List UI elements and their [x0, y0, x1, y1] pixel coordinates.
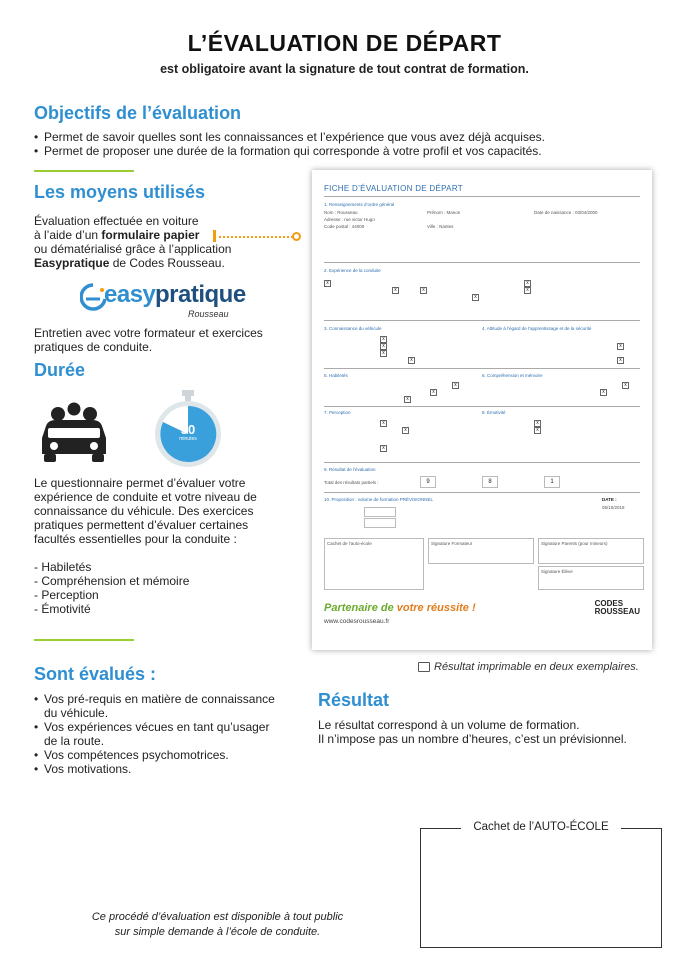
entretien-text: Entretien avec votre formateur et exercices pratiques de conduite.: [34, 326, 263, 354]
evaluation-form-preview: FICHE D’ÉVALUATION DE DÉPART 1. Renseignements d’ordre général Nom : Rousseau Prénom : Manon Date de naissance : 03/04/2000 Adresse : rue victor Hugo Code postal : 44000 Ville : Nantes 2. Expérience de la conduite x x x x x x 3. Connaissance du véhicule 4. Attitude à l’égard de l’apprentissage et de la sécurité x x x x x x 5. Habiletés 6. Compréhension et mémoire x x x x x 7. Perception 8. Émotivité x x x x x 9. Résultat de l’évaluation Total des résultats partiels : 9 8 1 10. Proposition : volume de formation PRÉVISIONNEL DATE : 05/10/2018 Cachet de l’auto-école Signature Formateur Signature Parents (pour mineurs) Signature Élève Partenaire de votre réussite ! www.codesrousseau.fr CODES ROUSSEAU: [312, 170, 652, 650]
easypratique-logo-mark-icon: [80, 283, 106, 313]
evalues-item: • Vos compétences psychomotrices.: [34, 748, 284, 762]
stamp-label: Cachet de l’AUTO-ÉCOLE: [461, 821, 621, 833]
form-title: FICHE D’ÉVALUATION DE DÉPART: [324, 184, 463, 193]
page-subtitle: est obligatoire avant la signature de tout contrat de formation.: [160, 62, 529, 76]
duree-list: [34, 560, 264, 616]
easypratique-logo: easy pratique Rousseau: [80, 281, 240, 321]
connector-tick: [213, 230, 216, 242]
evalues-item: • Vos expériences vécues en tant qu’usager de la route.: [34, 720, 284, 748]
form-url: www.codesrousseau.fr: [324, 618, 390, 625]
auto-ecole-stamp-box: [420, 821, 662, 948]
stopwatch-icon: 50 minutes: [150, 388, 226, 468]
duree-list-item: - Compréhension et mémoire: [34, 574, 190, 588]
objectifs-item: • Permet de proposer une durée de la formation qui corresponde à votre profil et vos capacités.: [34, 144, 654, 158]
evalues-item: • Vos pré-requis en matière de connaissance du véhicule.: [34, 692, 284, 720]
evalues-heading: Sont évalués :: [34, 664, 157, 684]
form-signature-box: Signature Formateur: [428, 538, 534, 564]
footnote: Ce procédé d’évaluation est disponible à tout public sur simple demande à l’école de conduite.: [91, 911, 344, 938]
form-signature-box: Signature Élève: [538, 566, 644, 590]
duree-list-item: - Émotivité: [34, 602, 91, 616]
resultat-text: Le résultat correspond à un volume de formation. Il n’impose pas un nombre d’heures, c’est un prévisionnel.: [318, 718, 627, 746]
section-divider: [34, 170, 134, 172]
objectifs-item: • Permet de savoir quelles sont les connaissances et l’expérience que vous avez déjà acquises.: [34, 130, 654, 144]
codes-rousseau-logo: CODES ROUSSEAU: [594, 599, 640, 616]
page-title: L’ÉVALUATION DE DÉPART: [187, 30, 502, 56]
duree-list-item: - Habiletés: [34, 560, 92, 574]
moyens-heading: Les moyens utilisés: [34, 182, 206, 202]
form-slogan: Partenaire de votre réussite !: [324, 602, 476, 614]
section-divider: [34, 639, 134, 641]
printer-icon: [418, 662, 430, 672]
evalues-list: [34, 692, 284, 776]
resultat-heading: Résultat: [318, 690, 390, 710]
duree-heading: Durée: [34, 360, 86, 380]
evalues-item: • Vos motivations.: [34, 762, 284, 776]
moyens-text: Évaluation effectuée en voiture à l’aide d’un formulaire papier ou dématérialisé grâce à l’application Easypratique de Codes Rousseau.: [34, 214, 232, 270]
objectifs-list: [34, 130, 654, 158]
objectifs-heading: Objectifs de l’évaluation: [34, 103, 242, 123]
car-passengers-icon: [38, 396, 110, 466]
form-signature-box: Signature Parents (pour mineurs): [538, 538, 644, 564]
duree-text: Le questionnaire permet d’évaluer votre expérience de conduite et votre niveau de connaissance du véhicule. Des exercices pratiques permettent d’évaluer certaines facultés essentielles pour la conduite :: [34, 476, 257, 546]
connector-dotted-line: [219, 236, 293, 238]
print-caption: Résultat imprimable en deux exemplaires.: [418, 661, 639, 673]
duree-list-item: - Perception: [34, 588, 99, 602]
form-cachet-box: Cachet de l’auto-école: [324, 538, 424, 590]
connector-endpoint: [292, 232, 301, 241]
